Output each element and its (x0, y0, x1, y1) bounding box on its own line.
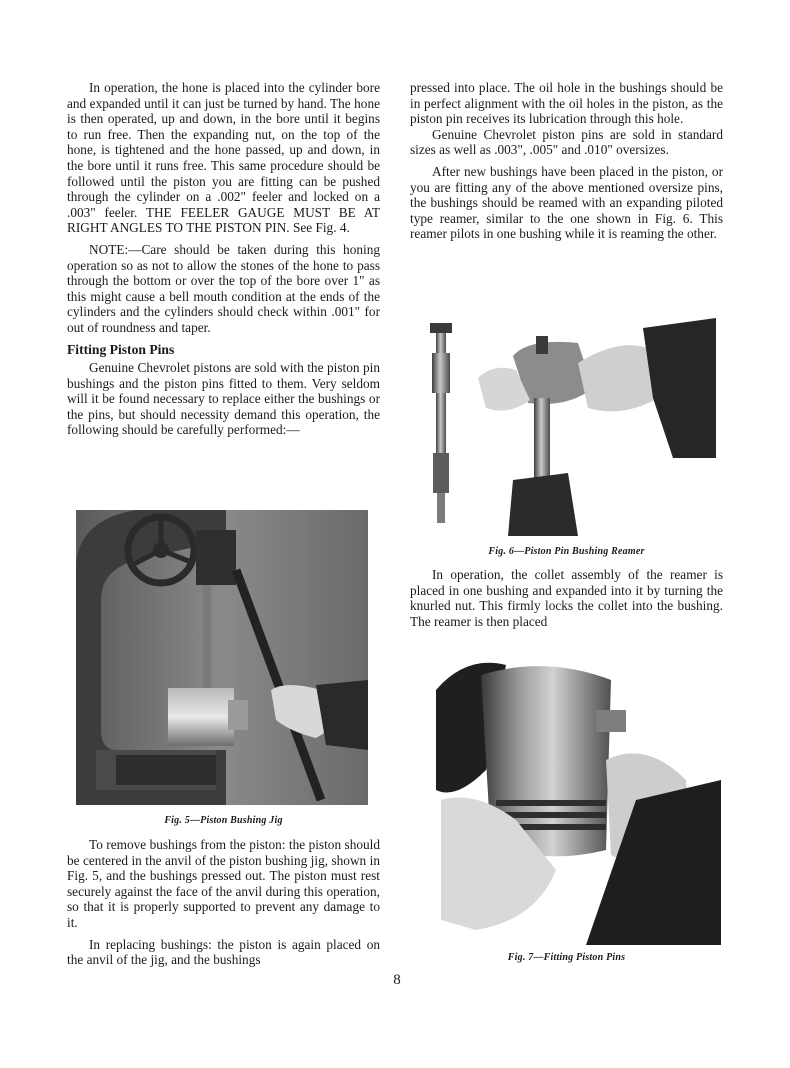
right-column-top-text (410, 80, 723, 242)
figure-piston-bushing-jig (76, 510, 368, 805)
page-number: 8 (393, 972, 401, 988)
figure-5-caption: Fig. 5—Piston Bushing Jig (164, 815, 283, 826)
paragraph-reaming: After new bushings have been placed in the piston, or you are fitting any of the above mentioned oversize pins, the bushings should be reamed with an expanding piloted type reamer, similar to the one shown in Fig. 6. This reamer pilots in one bushing while it is reaming the other. (410, 163, 723, 242)
figure-fitting-piston-pins (436, 650, 721, 945)
figure-piston-pin-bushing-reamer (418, 308, 718, 536)
left-column-top-text (67, 80, 380, 438)
paragraph-fitting-intro: Genuine Chevrolet pistons are sold with the piston pin bushings and the piston pins fitted to them. Very seldom will it be found necessary to replace either the bushings or the pins, but should necessity demand this operation, the following should be carefully performed:— (67, 360, 380, 438)
paragraph-honing-operation: In operation, the hone is placed into the cylinder bore and expanded until it can just be turned by hand. The hone is then operated, up and down, in the bore until it begins to run free. Then the expanding nut, on the top of the hone, is tightened and the hone passed, up and down, in the bore until it runs free. This same procedure should be followed until the piston you are fitting can be pushed through the cylinder on a .002" feeler and locked on a .003" feeler. THE FEELER GAUGE MUST BE AT RIGHT ANGLES TO THE PISTON PIN. See Fig. 4. (67, 80, 380, 236)
paragraph-remove-bushings: To remove bushings from the piston: the piston should be centered in the anvil of the piston bushing jig, shown in Fig. 5, and the bushings pressed out. The piston must rest securely against the face of the anvil during this operation, so that it is properly supported to prevent any damage to it. (67, 837, 380, 930)
paragraph-note: NOTE:—Care should be taken during this honing operation so as not to allow the stones of the hone to pass through the bottom or over the top of the bore over 1" as this might cause a bell mouth condition at the ends of the cylinders and the cylinders should check within .001" for out of roundness and taper. (67, 241, 380, 335)
figure-7-caption: Fig. 7—Fitting Piston Pins (507, 952, 626, 963)
paragraph-replace-bushings: In replacing bushings: the piston is again placed on the anvil of the jig, and the bushings (67, 936, 380, 968)
piston-bushing-jig-illustration (76, 510, 368, 805)
section-heading-fitting-piston-pins: Fitting Piston Pins (67, 341, 175, 357)
right-column-middle-text (410, 567, 723, 629)
left-column-bottom-text (67, 837, 380, 968)
fitting-piston-pins-illustration (436, 650, 721, 945)
bushing-reamer-illustration (418, 308, 718, 536)
figure-6-caption: Fig. 6—Piston Pin Bushing Reamer (488, 546, 645, 557)
paragraph-oil-hole: pressed into place. The oil hole in the bushings should be in perfect alignment with the oil holes in the piston, as the piston pin receives its lubrication through this hole. (410, 80, 723, 127)
paragraph-collet-operation: In operation, the collet assembly of the reamer is placed in one bushing and expanded into it by turning the knurled nut. This firmly locks the collet into the bushing. The reamer is then placed (410, 567, 723, 629)
paragraph-pin-sizes: Genuine Chevrolet piston pins are sold in standard sizes as well as .003", .005" and .010" oversizes. (410, 126, 723, 158)
